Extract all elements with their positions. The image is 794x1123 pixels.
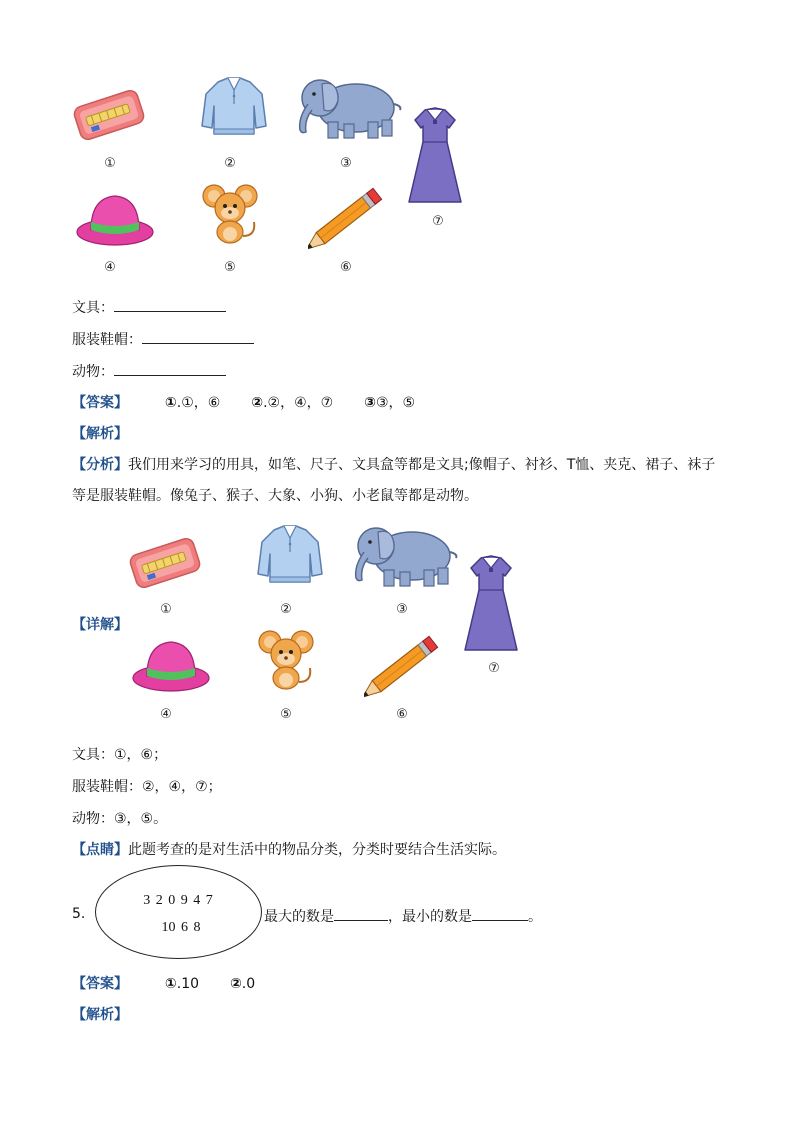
elephant-icon <box>294 70 404 142</box>
clothing-label: 服装鞋帽： <box>72 332 142 348</box>
answer-part-text: .10 <box>176 976 200 992</box>
answer-part-num: ① <box>164 395 177 411</box>
fenxi-text-line1: 我们用来学习的用具，如笔、尺子、文具盒等都是文具;像帽子、衬衫、T恤、夹克、裙子、袜子 <box>128 457 716 473</box>
stationery-label: 文具： <box>72 300 114 316</box>
item-label: ④ <box>160 707 172 722</box>
answer-part-num: ② <box>229 976 242 992</box>
xiangjie-stationery: 文具：①，⑥； <box>72 747 168 763</box>
answer-tag: 【答案】 <box>72 395 128 411</box>
elephant-icon <box>350 518 460 590</box>
max-blank[interactable] <box>334 906 388 921</box>
item-label: ⑥ <box>396 707 408 722</box>
item-label: ② <box>224 156 236 171</box>
dress-icon <box>461 554 521 654</box>
clothing-blank[interactable] <box>142 329 254 344</box>
question5-number: 5. <box>72 906 86 922</box>
answer-part-num: ① <box>164 976 177 992</box>
dress-icon <box>405 106 465 206</box>
answer-tag: 【答案】 <box>72 976 128 992</box>
pencil-icon <box>364 626 450 698</box>
question5-end: 。 <box>528 909 542 925</box>
min-label: ，最小的数是 <box>388 909 472 925</box>
xiangjie-tag: 【详解】 <box>72 617 128 633</box>
item-label: ⑤ <box>280 707 292 722</box>
oval-numbers-row1: 3 2 0 9 4 7 <box>143 893 213 908</box>
sweater-icon <box>252 524 328 586</box>
item-label: ⑥ <box>340 260 352 275</box>
mouse-toy-icon <box>200 182 262 246</box>
pencil-case-icon <box>128 536 204 596</box>
pencil-case-icon <box>72 88 148 148</box>
item-label: ① <box>160 602 172 617</box>
answer-part-num: ② <box>251 395 264 411</box>
sweater-icon <box>196 76 272 138</box>
dianjing-line <box>72 839 506 859</box>
item-label: ② <box>280 602 292 617</box>
xiangjie-animal: 动物：③，⑤。 <box>72 811 168 827</box>
animal-blank-line <box>72 361 226 381</box>
stationery-blank-line <box>72 297 226 317</box>
dianjing-text: 此题考查的是对生活中的物品分类，分类时要结合生活实际。 <box>128 842 506 858</box>
hat-icon <box>131 634 211 694</box>
animal-blank[interactable] <box>114 361 226 376</box>
answer4-line <box>72 392 415 412</box>
item-label: ⑦ <box>488 661 500 676</box>
min-blank[interactable] <box>472 906 528 921</box>
answer5-line <box>72 973 255 993</box>
question5-text <box>264 906 542 926</box>
fenxi-line1 <box>72 454 715 474</box>
fenxi-text-line2: 等是服装鞋帽。像兔子、猴子、大象、小狗、小老鼠等都是动物。 <box>72 488 478 504</box>
answer-part-text: .0 <box>241 976 256 992</box>
item-label: ③ <box>396 602 408 617</box>
clothing-blank-line <box>72 329 254 349</box>
dianjing-tag: 【点睛】 <box>72 842 128 858</box>
hat-icon <box>75 188 155 248</box>
item-label: ⑤ <box>224 260 236 275</box>
oval-numbers-row2: 10 6 8 <box>161 920 201 935</box>
max-label: 最大的数是 <box>264 909 334 925</box>
animal-label: 动物： <box>72 364 114 380</box>
answer-part-text: .②，④，⑦ <box>263 395 334 411</box>
analysis5-tag: 【解析】 <box>72 1007 128 1023</box>
item-label: ④ <box>104 260 116 275</box>
answer-part-text: ③，⑤ <box>375 395 416 411</box>
number-oval <box>95 865 262 959</box>
item-label: ① <box>104 156 116 171</box>
item-label: ⑦ <box>432 214 444 229</box>
stationery-blank[interactable] <box>114 297 226 312</box>
answer-part-num: ③ <box>364 395 376 411</box>
item-label: ③ <box>340 156 352 171</box>
pencil-icon <box>308 178 394 250</box>
mouse-toy-icon <box>256 628 318 692</box>
fenxi-tag: 【分析】 <box>72 457 128 473</box>
analysis-tag: 【解析】 <box>72 426 128 442</box>
xiangjie-clothing: 服装鞋帽：②，④，⑦； <box>72 779 222 795</box>
answer-part-text: .①，⑥ <box>176 395 221 411</box>
